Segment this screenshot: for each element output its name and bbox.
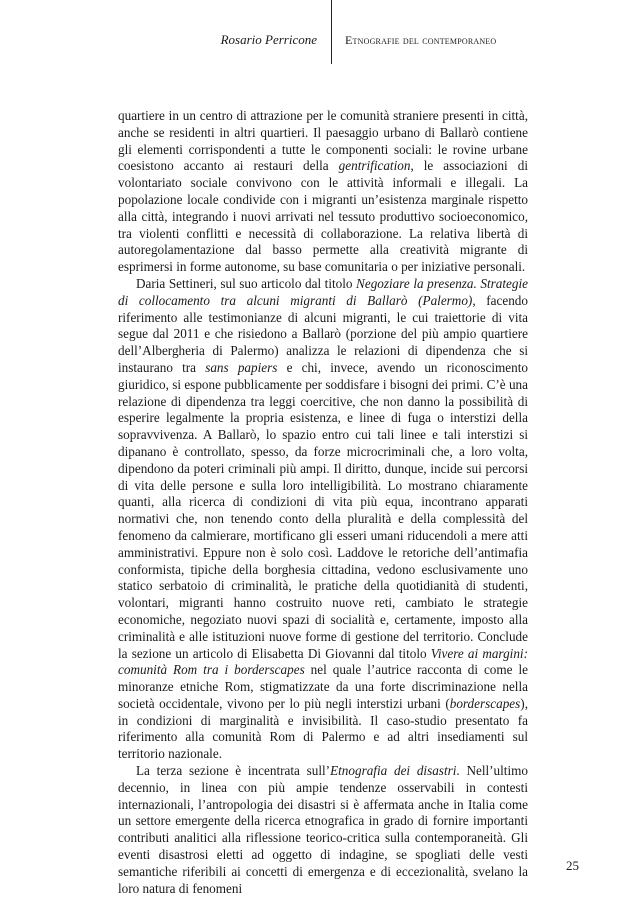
italic-run: Etnografia dei disastri: [330, 763, 457, 779]
page-number: 25: [566, 858, 579, 873]
running-head: [0, 28, 643, 58]
italic-run: Negoziare la presenza. Strategie di collocamento tra alcuni migranti di Ballarò (Palermo): [118, 275, 528, 308]
paragraph: [118, 276, 528, 763]
italic-run: Vivere ai margini: comunità Rom tra i borderscapes: [118, 645, 528, 678]
paragraph: [118, 108, 528, 276]
text-run: , le associazioni di volontariato sociale convivono con le attività informali e illegali. La popolazione locale condivide con i migranti un’esistenza marginale rispetto alla città, integrando i nuovi arrivati nel tessuto produttivo socioeconomico, tra violenti conflitti e necessità di collaborazione. La relativa libertà di autoregolamentazione dal basso permette alla creatività migrante di esprimersi in forme autonome, su base comunitaria o per iniziative personali.: [118, 158, 528, 275]
italic-run: borderscapes: [449, 695, 521, 711]
paragraph: [118, 763, 528, 897]
text-run: ), in condizioni di marginalità e invisibilità. Il caso-studio presentato fa riferimento alla comunità Rom di Palermo e ad altri insediamenti sul territorio nazionale.: [118, 695, 528, 762]
italic-run: sans papiers: [205, 359, 278, 375]
italic-run: gentrification: [338, 158, 411, 174]
text-run: e chi, invece, avendo un riconoscimento giuridico, si espone pubblicamente per soddisfare i bisogni dei primi. C’è una relazione di dipendenza tra leggi coercitive, che non danno la possibilità di esperire legalmente la propria esistenza, e linee di fuga o interstizi della sopravvivenza. A Ballarò, lo spazio entro cui tali linee e tali interstizi si dipanano è controllato, spesso, da forze microcriminali che, a loro volta, dipendono da poteri criminali più ampi. Il diritto, dunque, incide sui percorsi di vita delle persone e sulla loro intelligibilità. Lo mostrano chiaramente quanti, alla ricerca di condizioni di vita più equa, incontrano apparati normativi che, non tenendo conto della pluralità e della complessità del fenomeno da calmierare, mortificano gli esseri umani riducendoli a mere atti amministrativi. Eppure non è solo così. Laddove le retoriche dell’antimafia conformista, tipiche della borghesia cittadina, vedono esclusivamente uno statico serbatoio di criminalità, le pratiche della quotidianità di studenti, volontari, migranti hanno costruito nuove reti, cambiato le strategie economiche, negoziato nuovi spazi di socialità e, certamente, imposto alla criminalità e alle istituzioni nuove forme di gestione del territorio. Conclude la sezione un articolo di Elisabetta Di Giovanni dal titolo: [118, 359, 529, 661]
text-run: Daria Settineri, sul suo articolo dal titolo: [136, 275, 357, 291]
text-run: , facendo riferimento alle testimonianze di alcuni migranti, le cui traiettorie di vita segue dal 2011 e che risiedono a Ballarò (porzione del più ampio quartiere dell’Albergheria di Palermo) analizza le relazioni di dipendenza che si instaurano tra: [118, 292, 528, 375]
text-run: nel quale l’autrice racconta di come le minoranze etniche Rom, stigmatizzate da una forte discriminazione nella società occidentale, vivono per lo più negli interstizi urbani (: [118, 662, 528, 711]
running-head-author: Rosario Perricone: [220, 32, 317, 47]
running-head-divider: [331, 0, 332, 64]
text-run: quartiere in un centro di attrazione per le comunità straniere presenti in città, anche se residenti in altri quartieri. Il paesaggio urbano di Ballarò contiene gli elementi corrispondenti a tutte le componenti sociali: le rovine urbane coesistono accanto ai restauri della: [118, 108, 528, 174]
text-run: La terza sezione è incentrata sull’: [136, 763, 331, 779]
running-head-title: Etnografie del contemporaneo: [345, 33, 497, 47]
text-run: . Nell’ultimo decennio, in linea con più ampie tendenze osservabili in contesti internazionali, l’antropologia dei disastri si è affermata anche in Italia come un settore emergente della ricerca etnografica in grado di fornire importanti contributi analitici alla riflessione teorico-critica sulla contemporaneità. Gli eventi disastrosi eletti ad oggetto di indagine, se spogliati delle vesti semantiche riferibili ai concetti di emergenza e di eccezionalità, svelano la loro natura di fenomeni: [118, 763, 528, 896]
body-text: [118, 108, 528, 897]
